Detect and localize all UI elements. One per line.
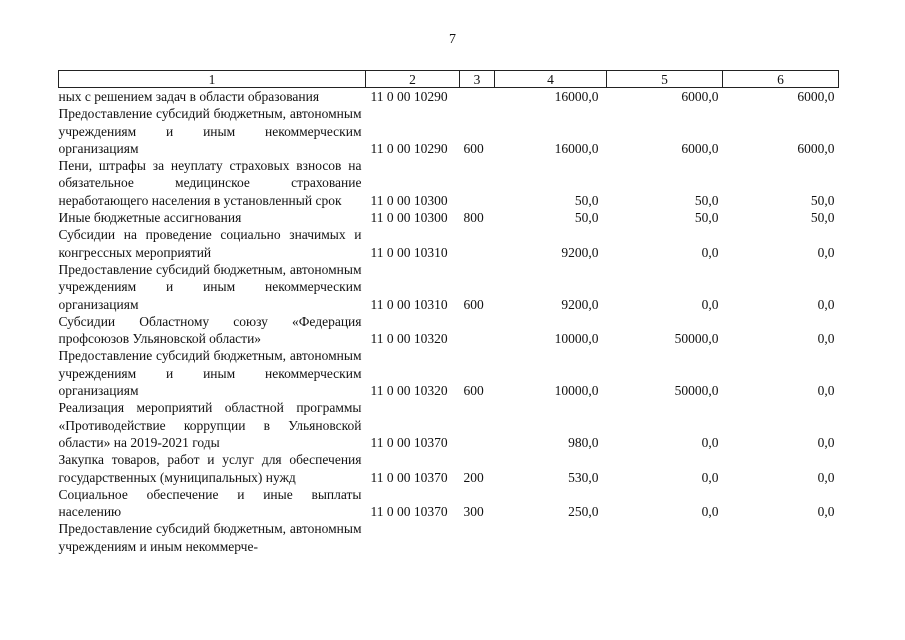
row-value-2020: 0,0 (701, 296, 719, 312)
row-code: 11 0 00 10320 (370, 383, 448, 399)
row-value-2020: 50000,0 (674, 331, 719, 347)
page-number: 7 (449, 32, 456, 47)
header-col-1: 1 (59, 71, 366, 88)
row-value-2021: 0,0 (817, 331, 835, 347)
table-header (59, 71, 839, 88)
row-value-2019: 10000,0 (554, 331, 599, 347)
row-expense-type (460, 399, 495, 451)
row-value-2021: 0,0 (817, 434, 835, 450)
table-row (59, 520, 839, 555)
row-name: Закупка товаров, работ и услуг для обеспечения государственных (муниципальных) нужд (58, 452, 362, 485)
row-value-2019 (495, 520, 607, 555)
row-name: Реализация мероприятий областной программы «Противодействие коррупции в Ульяновской области» на 2019-2021 годы (58, 400, 362, 450)
table-row (59, 261, 839, 313)
row-name: Предоставление субсидий бюджетным, автономным учреждениям и иным некоммерческим организациям (58, 348, 362, 399)
row-value-2020: 6000,0 (681, 89, 719, 104)
row-value-2020 (607, 520, 723, 555)
table-row (59, 226, 839, 261)
row-name: Предоставление субсидий бюджетным, автономным учреждениям и иным некоммерческим организациям (58, 106, 362, 156)
row-value-2019: 9200,0 (561, 244, 599, 260)
row-expense-type: 600 (463, 140, 484, 156)
table-row (59, 347, 839, 399)
header-col-3: 3 (460, 71, 495, 88)
row-value-2021: 0,0 (817, 469, 835, 485)
row-code: 11 0 00 10310 (370, 244, 448, 260)
row-expense-type: 600 (463, 296, 484, 312)
row-code: 11 0 00 10300 (370, 192, 448, 208)
row-expense-type: 300 (463, 504, 484, 520)
row-name: Субсидии Областному союзу «Федерация профсоюзов Ульяновской области» (58, 313, 362, 347)
row-expense-type (460, 157, 495, 209)
table-row (59, 451, 839, 486)
budget-table (58, 70, 839, 555)
row-value-2021: 0,0 (817, 244, 835, 260)
table-row (59, 313, 839, 348)
row-code: 11 0 00 10370 (370, 434, 448, 450)
row-value-2021: 50,0 (810, 210, 835, 226)
row-expense-type: 200 (463, 469, 484, 485)
row-expense-type: 800 (463, 210, 484, 226)
row-name: Пени, штрафы за неуплату страховых взносов на обязательное медицинское страхование неработающего населения в установленный срок (58, 158, 362, 208)
table-row (59, 88, 839, 106)
row-value-2021: 0,0 (817, 383, 835, 399)
row-value-2021: 0,0 (817, 296, 835, 312)
row-expense-type: 600 (463, 383, 484, 399)
row-code: 11 0 00 10370 (370, 504, 448, 520)
row-expense-type (460, 88, 495, 106)
row-value-2020: 0,0 (701, 469, 719, 485)
row-value-2020: 50000,0 (674, 383, 719, 399)
row-value-2020: 0,0 (701, 504, 719, 520)
row-code: 11 0 00 10290 (370, 89, 448, 104)
header-col-6: 6 (723, 71, 839, 88)
row-code: 11 0 00 10370 (370, 469, 448, 485)
row-value-2019: 50,0 (574, 192, 599, 208)
table-body (59, 88, 839, 556)
row-code: 11 0 00 10310 (370, 296, 448, 312)
row-expense-type (460, 313, 495, 348)
table-row (59, 209, 839, 226)
row-name: Субсидии на проведение социально значимых и конгрессных мероприятий (58, 227, 362, 260)
row-value-2020: 0,0 (701, 434, 719, 450)
row-expense-type (460, 226, 495, 261)
row-code: 11 0 00 10290 (370, 140, 448, 156)
row-value-2019: 16000,0 (554, 140, 599, 156)
row-value-2021: 0,0 (817, 504, 835, 520)
row-expense-type (460, 520, 495, 555)
row-value-2019: 980,0 (568, 434, 599, 450)
row-name: Иные бюджетные ассигнования (58, 210, 242, 226)
row-code: 11 0 00 10300 (370, 210, 448, 226)
table-row (59, 399, 839, 451)
row-code (366, 520, 460, 555)
row-name: ных с решением задач в области образования (58, 89, 320, 104)
row-name: Предоставление субсидий бюджетным, автономным учреждениям и иным некоммерческим организациям (58, 261, 362, 312)
row-value-2020: 50,0 (694, 192, 719, 208)
row-name: Социальное обеспечение и иные выплаты населению (58, 486, 362, 520)
row-value-2019: 10000,0 (554, 383, 599, 399)
header-col-2: 2 (366, 71, 460, 88)
table-row (59, 105, 839, 157)
row-value-2019: 9200,0 (561, 296, 599, 312)
header-col-5: 5 (607, 71, 723, 88)
row-value-2019: 16000,0 (554, 89, 599, 104)
table-row (59, 486, 839, 521)
row-value-2020: 50,0 (694, 210, 719, 226)
table-row (59, 157, 839, 209)
row-value-2021: 6000,0 (797, 89, 835, 104)
row-value-2020: 6000,0 (681, 140, 719, 156)
row-code: 11 0 00 10320 (370, 331, 448, 347)
row-value-2019: 530,0 (568, 469, 599, 485)
row-value-2021 (723, 520, 839, 555)
row-value-2021: 6000,0 (797, 140, 835, 156)
row-value-2019: 250,0 (568, 504, 599, 520)
row-value-2019: 50,0 (574, 210, 599, 226)
row-value-2021: 50,0 (810, 192, 835, 208)
row-name: Предоставление субсидий бюджетным, автономным учреждениям и иным некоммерче- (58, 521, 362, 554)
header-col-4: 4 (495, 71, 607, 88)
row-value-2020: 0,0 (701, 244, 719, 260)
